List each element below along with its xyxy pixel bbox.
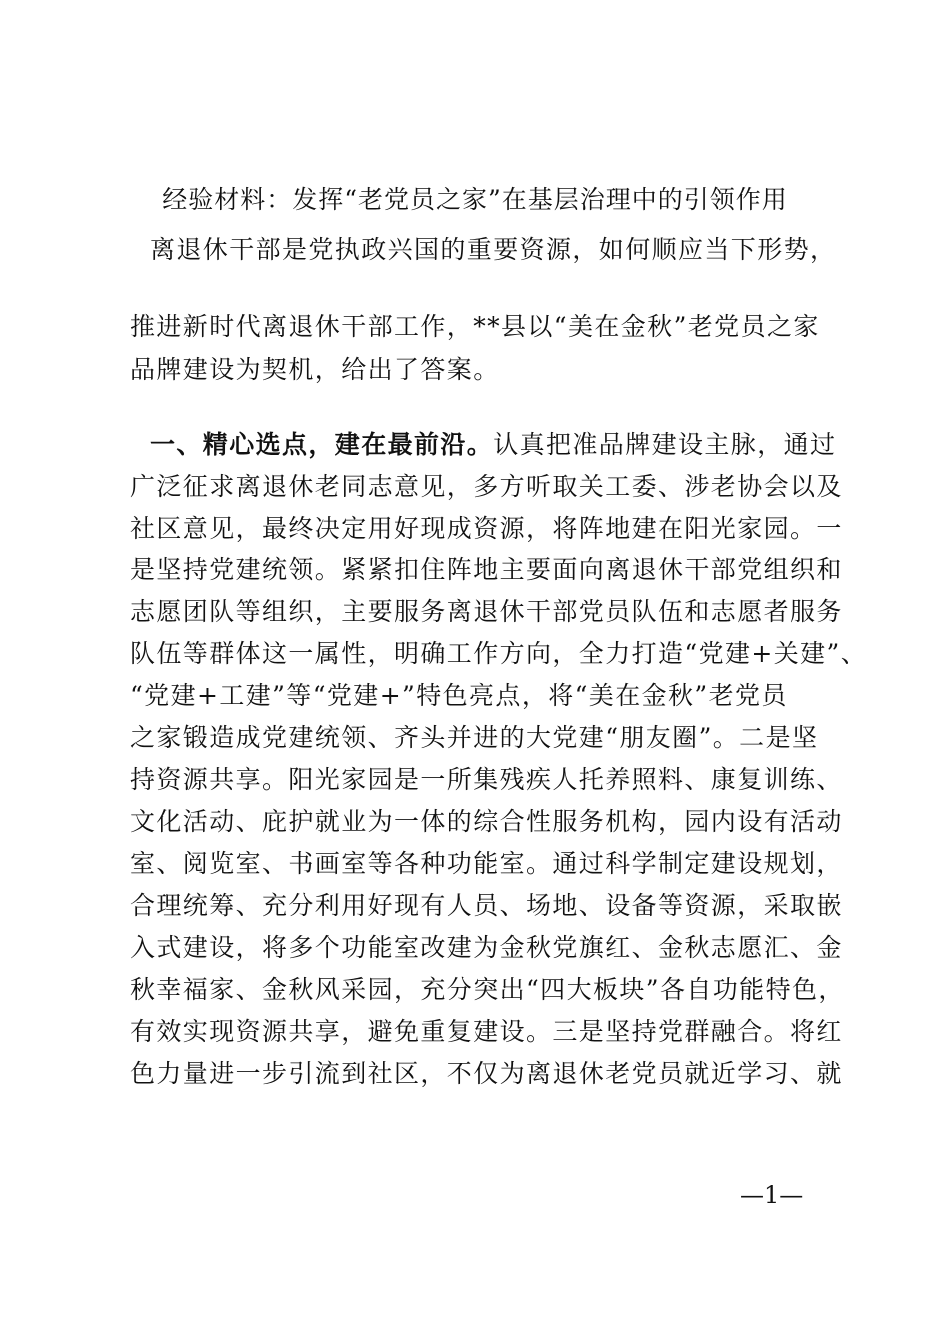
- paragraph-line: 之家锻造成党建统领、齐头并进的大党建“朋友圈”。二是坚: [130, 723, 819, 752]
- section-1-heading: 一、精心选点，建在最前沿。: [150, 430, 494, 459]
- paragraph-line: 室、阅览室、书画室等各种功能室。通过科学制定建设规划，: [130, 849, 843, 878]
- paragraph-line: 队伍等群体这一属性，明确工作方向，全力打造“党建+关建”、: [130, 639, 868, 668]
- intro-line: 离退休干部是党执政兴国的重要资源，如何顺应当下形势，: [150, 235, 837, 264]
- paragraph-line: 广泛征求离退休老同志意见，多方听取关工委、涉老协会以及: [130, 472, 843, 501]
- paragraph-line: 色力量进一步引流到社区，不仅为离退休老党员就近学习、就: [130, 1059, 843, 1088]
- page-number: —1—: [740, 1181, 804, 1209]
- paragraph-line: 文化活动、庇护就业为一体的综合性服务机构，园内设有活动: [130, 807, 843, 836]
- paragraph-line: 志愿团队等组织，主要服务离退休干部党员队伍和志愿者服务: [130, 597, 843, 626]
- paragraph-line: 社区意见，最终决定用好现成资源，将阵地建在阳光家园。一: [130, 514, 843, 543]
- section-1-first-line: [150, 427, 836, 463]
- intro-line: 推进新时代离退休干部工作，**县以“美在金秋”老党员之家: [130, 312, 820, 341]
- paragraph-line: 是坚持党建统领。紧紧扣住阵地主要面向离退休干部党组织和: [130, 555, 843, 584]
- paragraph-line: “党建+工建”等“党建+”特色亮点，将“美在金秋”老党员: [130, 681, 788, 710]
- intro-line: 品牌建设为契机，给出了答案。: [130, 355, 500, 384]
- section-1-first-line-text: 认真把准品牌建设主脉，通过: [493, 430, 837, 459]
- document-title: 经验材料：发挥“老党员之家”在基层治理中的引领作用: [162, 185, 788, 214]
- paragraph-line: 秋幸福家、金秋风采园，充分突出“四大板块”各自功能特色，: [130, 975, 845, 1004]
- paragraph-line: 入式建设，将多个功能室改建为金秋党旗红、金秋志愿汇、金: [130, 933, 843, 962]
- paragraph-line: 持资源共享。阳光家园是一所集残疾人托养照料、康复训练、: [130, 765, 843, 794]
- paragraph-line: 有效实现资源共享，避免重复建设。三是坚持党群融合。将红: [130, 1017, 843, 1046]
- paragraph-line: 合理统筹、充分利用好现有人员、场地、设备等资源，采取嵌: [130, 891, 843, 920]
